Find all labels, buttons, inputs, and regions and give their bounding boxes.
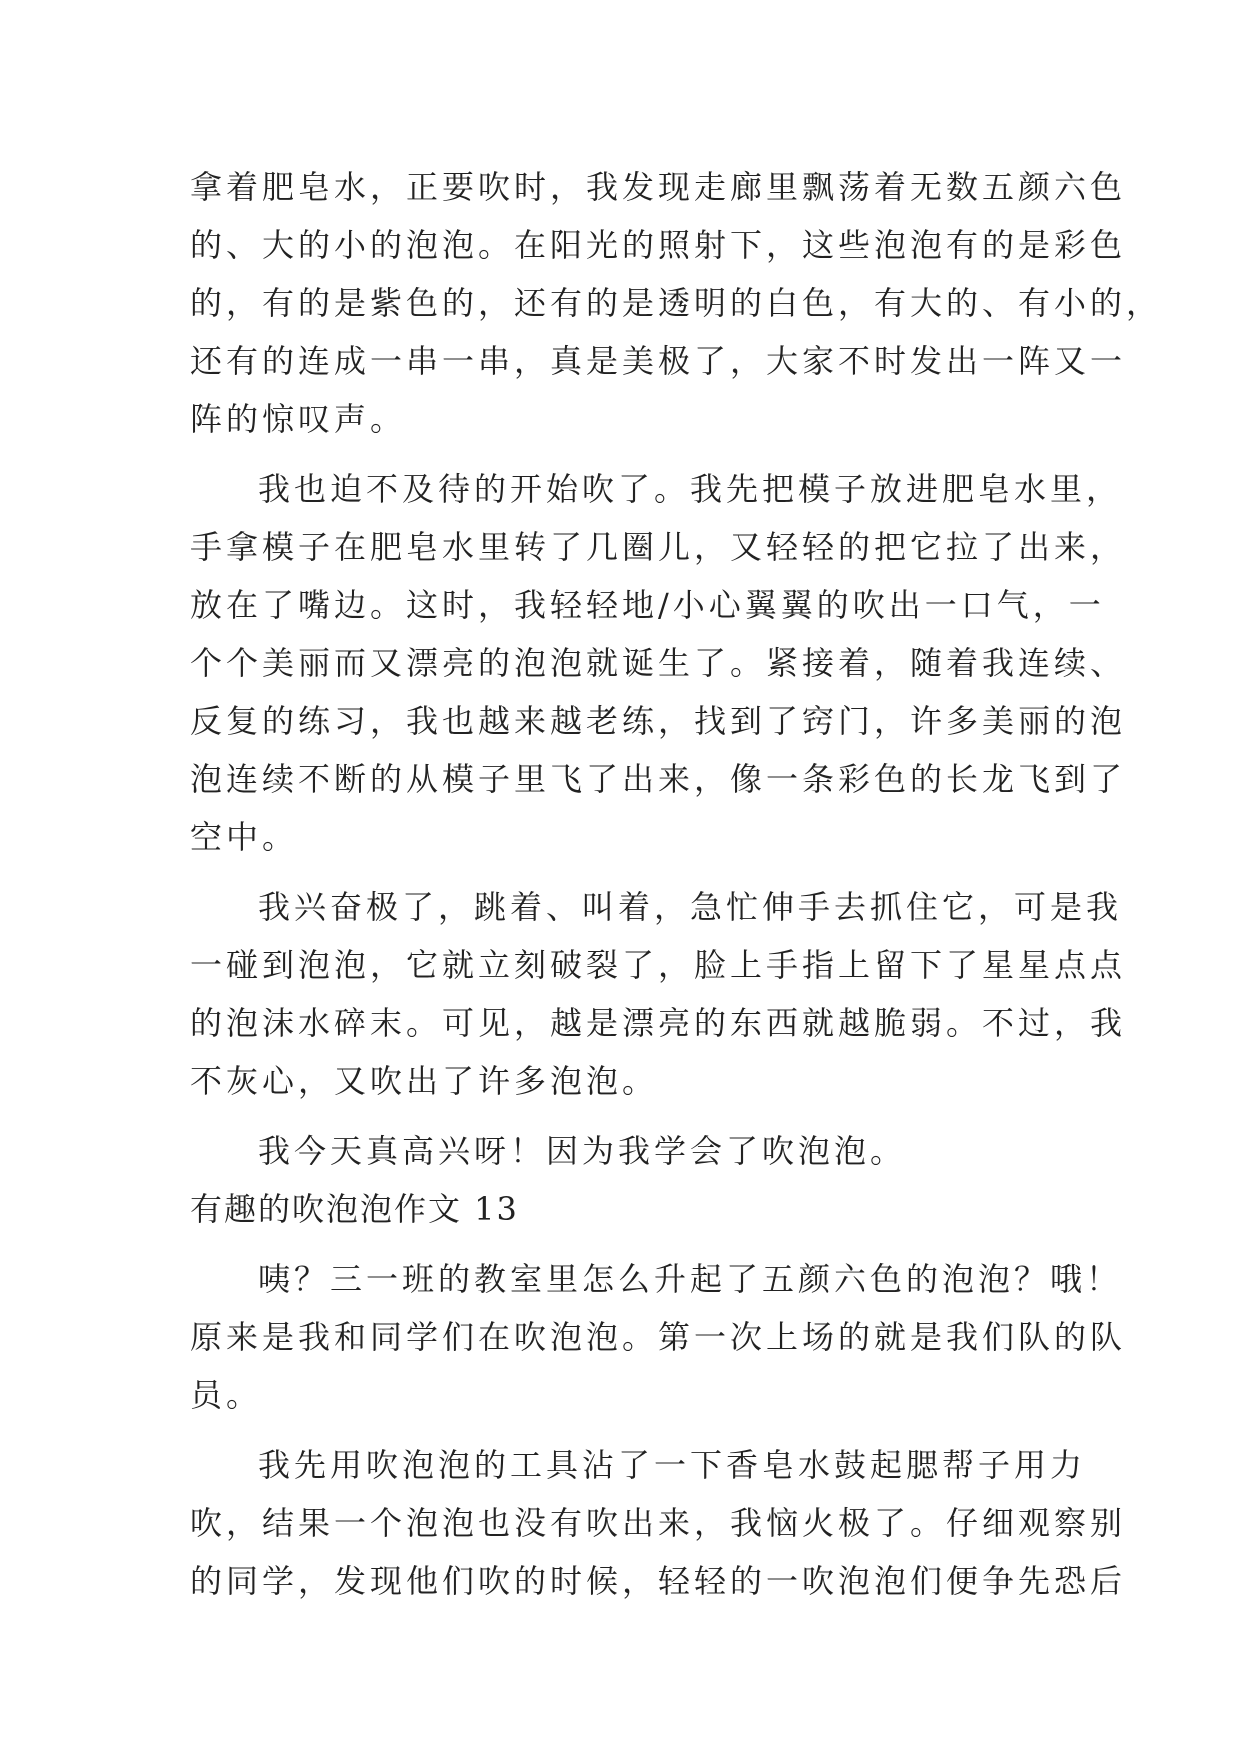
- text-line: 的同学，发现他们吹的时候，轻轻的一吹泡泡们便争先恐后: [190, 1562, 1127, 1600]
- paragraph: [190, 1436, 1127, 1610]
- text-line: 吹，结果一个泡泡也没有吹出来，我恼火极了。仔细观察别: [190, 1504, 1127, 1542]
- text-line: 个个美丽而又漂亮的泡泡就诞生了。紧接着，随着我连续、: [190, 644, 1127, 682]
- text-line: 我也迫不及待的开始吹了。我先把模子放进肥皂水里，: [258, 470, 1123, 508]
- section-heading: 有趣的吹泡泡作文 13: [190, 1190, 519, 1228]
- text-line: 我兴奋极了，跳着、叫着，急忙伸手去抓住它，可是我: [258, 888, 1123, 926]
- text-line: 空中。: [190, 818, 299, 856]
- paragraph: [190, 878, 1127, 1110]
- text-line: 一碰到泡泡，它就立刻破裂了，脸上手指上留下了星星点点: [190, 946, 1127, 984]
- section-heading-block: [190, 1180, 1055, 1238]
- text-line: 不灰心，又吹出了许多泡泡。: [190, 1062, 659, 1100]
- text-line: 拿着肥皂水，正要吹时，我发现走廊里飘荡着无数五颜六色: [190, 168, 1127, 206]
- text-line: 咦？三一班的教室里怎么升起了五颜六色的泡泡？哦！: [258, 1260, 1123, 1298]
- essay-body: [190, 158, 1163, 1610]
- paragraph: [190, 1250, 1127, 1424]
- text-line: 我今天真高兴呀！因为我学会了吹泡泡。: [258, 1132, 907, 1170]
- paragraph: [190, 158, 1163, 448]
- text-line: 泡连续不断的从模子里飞了出来，像一条彩色的长龙飞到了: [190, 760, 1127, 798]
- text-line: 员。: [190, 1376, 263, 1414]
- text-line: 我先用吹泡泡的工具沾了一下香皂水鼓起腮帮子用力: [258, 1446, 1087, 1484]
- text-line: 反复的练习，我也越来越老练，找到了窍门，许多美丽的泡: [190, 702, 1127, 740]
- text-line: 阵的惊叹声。: [190, 400, 407, 438]
- paragraph: [190, 460, 1127, 866]
- paragraph: [190, 1122, 1055, 1180]
- text-line: 的，有的是紫色的，还有的是透明的白色，有大的、有小的，: [190, 284, 1163, 322]
- text-line: 的泡沫水碎末。可见，越是漂亮的东西就越脆弱。不过，我: [190, 1004, 1127, 1042]
- text-line: 原来是我和同学们在吹泡泡。第一次上场的就是我们队的队: [190, 1318, 1127, 1356]
- text-line: 手拿模子在肥皂水里转了几圈儿，又轻轻的把它拉了出来，: [190, 528, 1127, 566]
- text-line: 放在了嘴边。这时，我轻轻地/小心翼翼的吹出一口气，一: [190, 586, 1105, 624]
- text-line: 还有的连成一串一串，真是美极了，大家不时发出一阵又一: [190, 342, 1127, 380]
- text-line: 的、大的小的泡泡。在阳光的照射下，这些泡泡有的是彩色: [190, 226, 1127, 264]
